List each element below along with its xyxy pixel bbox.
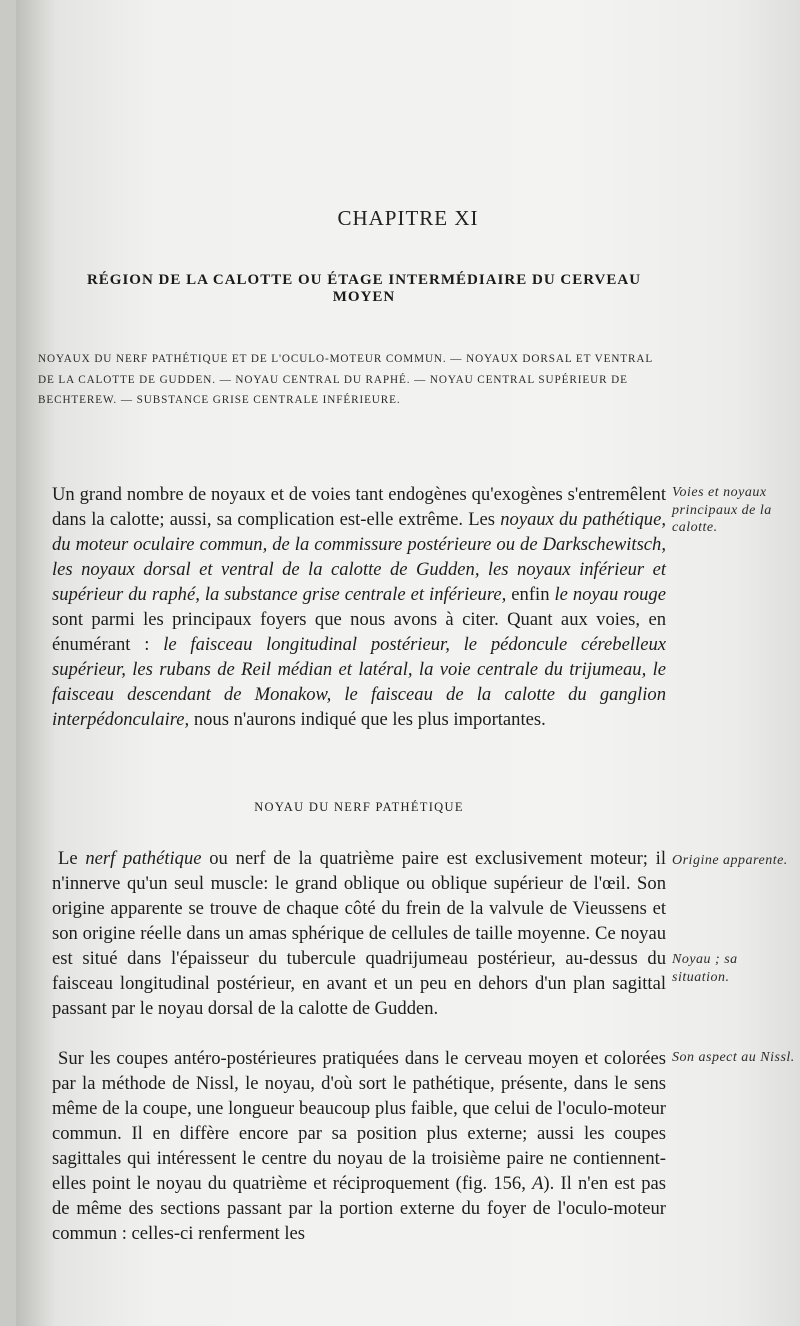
intro-text-4: nous n'aurons indiqué que les plus importantes. — [189, 709, 546, 730]
p1-text-2: ou nerf de la quatrième paire est exclusivement moteur; il n'innerve qu'un seul muscle: le grand oblique ou oblique supérieur de l'œil. Son origine apparente se trouve de chaque côté du frein de la valvule de Vieussens et son origine réelle dans un amas sphérique de cellules de taille moyenne. Ce noyau est situé dans l'épaisseur du tubercule quadrijumeau postérieur, au-dessus du faisceau longitudinal postérieur, en avant et un peu en dehors d'un plan sagittal passant par le noyau dorsal de la calotte de Gudden. — [52, 848, 666, 1019]
chapter-title: CHAPITRE XI — [337, 206, 479, 230]
intro-text-1: Un grand nombre de noyaux et de voies tant endogènes qu'exogènes s'entremêlent dans la calotte; aussi, sa complication est-elle extrême. Les — [52, 484, 666, 530]
intro-paragraph — [52, 482, 666, 732]
chapter-heading: RÉGION DE LA CALOTTE OU ÉTAGE INTERMÉDIAIRE DU CERVEAU MOYEN — [86, 272, 642, 305]
book-page — [16, 0, 800, 1326]
margin-note-voies: Voies et noyaux principaux de la calotte. — [672, 485, 772, 535]
intro-text-3: sont parmi les principaux foyers que nous avons à citer. Quant aux voies, en énumérant : — [52, 609, 666, 655]
intro-emphasis-2: le noyau rouge — [554, 584, 666, 605]
section-paragraph-1 — [52, 846, 666, 1021]
p2-text-1: Sur les coupes antéro-postérieures pratiquées dans le cerveau moyen et colorées par la méthode de Nissl, le noyau, d'où sort le pathétique, présente, dans le sens même de la coupe, une longueur beaucoup plus faible, que celui de l'oculo-moteur commun. Il en diffère encore par sa position plus externe; aussi les coupes sagittales qui intéressent le centre du noyau de la troisième paire ne contiennent-elles point le noyau du quatrième et réciproquement (fig. 156, — [52, 1048, 666, 1194]
margin-note-noyau: Noyau ; sa situation. — [672, 952, 738, 985]
section-heading: NOYAU DU NERF PATHÉTIQUE — [254, 800, 464, 814]
p2-emphasis-1: A — [532, 1173, 544, 1194]
margin-note-origine: Origine apparente. — [672, 853, 788, 868]
section-paragraph-2 — [52, 1046, 666, 1246]
intro-text-2: enfin — [506, 584, 555, 605]
margin-note-aspect: Son aspect au Nissl. — [672, 1050, 795, 1065]
p1-text-1: Le — [58, 848, 86, 869]
intro-emphasis-1: noyaux du pathétique, du moteur oculaire commun, de la commissure postérieure ou de Darkschewitsch, les noyaux dorsal et ventral de la calotte de Gudden, les noyaux inférieur et supérieur du raphé, la substance grise centrale et inférieure, — [52, 509, 666, 605]
chapter-summary: NOYAUX DU NERF PATHÉTIQUE ET DE L'OCULO-MOTEUR COMMUN. — NOYAUX DORSAL ET VENTRAL DE LA CALOTTE DE GUDDEN. — NOYAU CENTRAL DU RAPHÉ. — NOYAU CENTRAL SUPÉRIEUR DE BECHTEREW. — SUBSTANCE GRISE CENTRALE INFÉRIEURE. — [38, 353, 653, 406]
p2-text-2: ). Il n'en est pas de même des sections passant par la portion externe du foyer de l'oculo-moteur commun : celles-ci renferment les — [52, 1173, 666, 1244]
intro-emphasis-3: le faisceau longitudinal postérieur, le pédoncule cérebelleux supérieur, les rubans de Reil médian et latéral, la voie centrale du trijumeau, le faisceau descendant de Monakow, le faisceau de la calotte du ganglion interpédonculaire, — [52, 634, 666, 730]
p1-emphasis-1: nerf pathétique — [85, 848, 202, 869]
